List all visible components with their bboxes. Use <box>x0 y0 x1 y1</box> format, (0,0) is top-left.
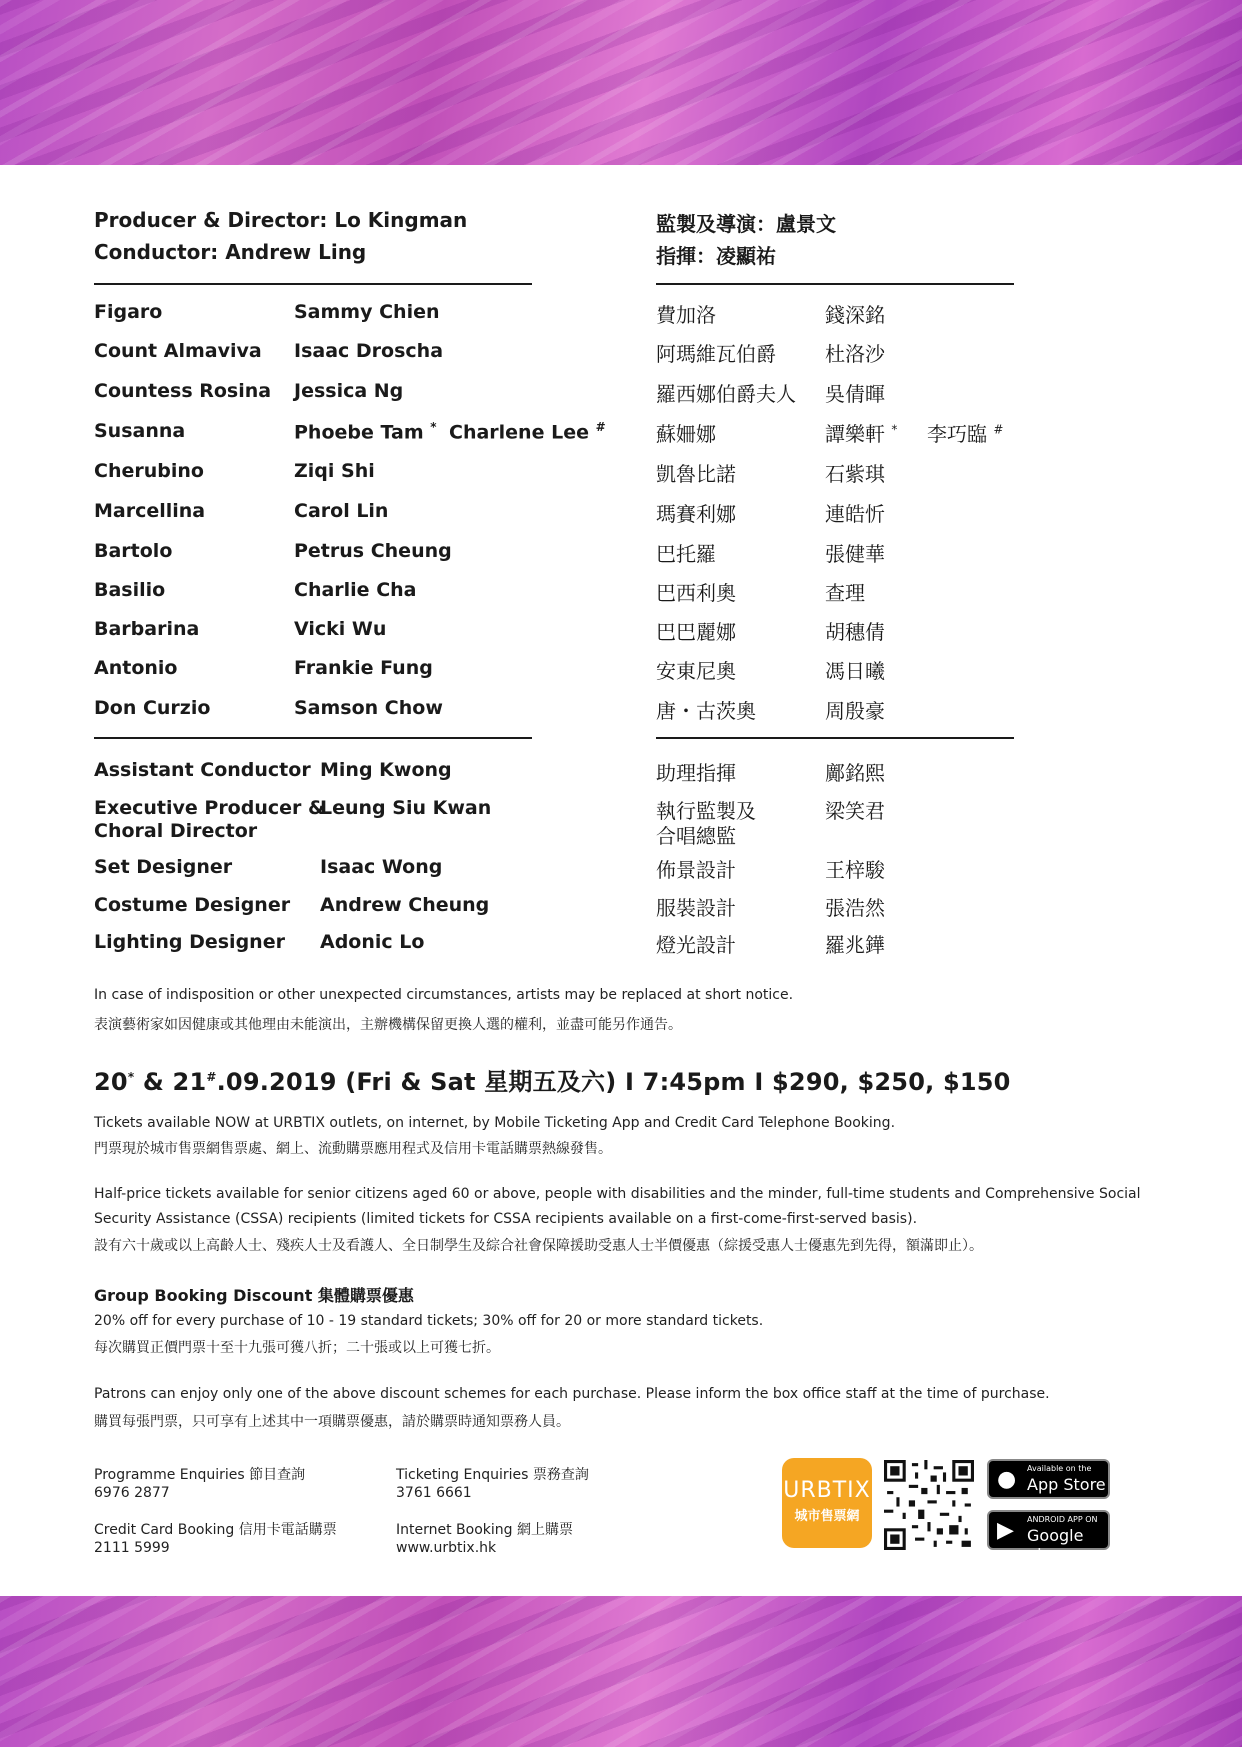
half-price-en-line2: Security Assistance (CSSA) recipients (limited tickets for CSSA recipients available on a first-come-first-served basis). <box>94 1211 918 1227</box>
crew-name: Andrew Cheung <box>320 894 490 916</box>
divider <box>656 737 1014 739</box>
artist: Sammy Chien <box>294 301 440 323</box>
artist-zh: 譚樂軒 <box>825 422 885 446</box>
apple-icon: ● <box>997 1467 1017 1492</box>
role: Count Almaviva <box>94 340 262 362</box>
artist-with-mark-zh <box>927 418 1003 447</box>
ticketing-enquiries-phone[interactable]: 3761 6661 <box>396 1485 472 1501</box>
notice-en: In case of indisposition or other unexpected circumstances, artists may be replaced at short notice. <box>94 987 794 1003</box>
hash-mark: # <box>206 1070 217 1084</box>
role: Don Curzio <box>94 697 211 719</box>
crew-role-zh-line2: 合唱總監 <box>656 824 736 848</box>
divider <box>656 283 1014 285</box>
date-a: 20 <box>94 1068 128 1096</box>
role: Basilio <box>94 579 166 601</box>
role-zh: 安東尼奧 <box>656 659 736 683</box>
urbtix-logo-text-zh: 城市售票網 <box>794 1509 860 1524</box>
app-store-text: App Store <box>1027 1475 1106 1494</box>
producer-en: Producer & Director: Lo Kingman <box>94 208 468 232</box>
artist-zh: 張健華 <box>825 542 885 566</box>
crew-name: Leung Siu Kwan <box>320 797 492 819</box>
role: Marcellina <box>94 500 206 522</box>
role: Bartolo <box>94 540 173 562</box>
tickets-zh: 門票現於城市售票網售票處、網上、流動購票應用程式及信用卡電話購票熱線發售。 <box>94 1141 612 1157</box>
google-play-icon: ▶ <box>997 1518 1014 1543</box>
artist-zh: 錢深銘 <box>825 303 885 327</box>
artist-zh: 馮日曦 <box>825 659 885 683</box>
conductor-zh: 指揮：凌顯祐 <box>656 244 776 268</box>
hash-mark: # <box>993 422 1004 437</box>
divider <box>94 737 532 739</box>
artist-zh: 周殷豪 <box>825 699 885 723</box>
patrons-en: Patrons can enjoy only one of the above discount schemes for each purchase. Please inform the box office staff at the time of purchase. <box>94 1386 1050 1402</box>
crew-name: Adonic Lo <box>320 931 425 953</box>
crew-role-zh: 執行監製及 <box>656 799 756 823</box>
internet-booking-label: Internet Booking 網上購票 <box>396 1522 573 1538</box>
separator: I <box>754 1068 764 1096</box>
crew-role-line2: Choral Director <box>94 820 258 842</box>
role: Countess Rosina <box>94 380 272 402</box>
group-booking-zh: 每次購買正價門票十至十九張可獲八折；二十張或以上可獲七折。 <box>94 1340 500 1356</box>
app-store-small-text: Available on the <box>1027 1464 1092 1473</box>
crew-name-zh: 鄺銘熙 <box>825 761 885 785</box>
star-mark: * <box>127 1070 135 1084</box>
artist-zh: 李巧臨 <box>927 422 987 446</box>
ticketing-enquiries-label: Ticketing Enquiries 票務查詢 <box>396 1467 589 1483</box>
artist: Phoebe Tam <box>294 421 424 444</box>
role-zh: 費加洛 <box>656 303 716 327</box>
artist: Ziqi Shi <box>294 460 375 482</box>
artist: Jessica Ng <box>294 380 404 402</box>
crew-name-zh: 張浩然 <box>825 896 885 920</box>
crew-role: Executive Producer & <box>94 797 325 819</box>
ticket-prices: $290, $250, $150 <box>772 1068 1011 1096</box>
conductor-en: Conductor: Andrew Ling <box>94 240 367 264</box>
role-zh: 蘇姍娜 <box>656 422 716 446</box>
separator: I <box>624 1068 635 1096</box>
group-booking-en: 20% off for every purchase of 10 - 19 standard tickets; 30% off for 20 or more standard tickets. <box>94 1313 764 1329</box>
role-zh: 凱魯比諾 <box>656 462 736 486</box>
crew-name-zh: 梁笑君 <box>825 799 885 823</box>
google-play-text: Google play <box>1027 1526 1084 1564</box>
role-zh: 瑪賽利娜 <box>656 502 736 526</box>
artist-zh: 胡穗倩 <box>825 620 885 644</box>
urbtix-logo-text: URBTIX <box>783 1478 871 1503</box>
google-play-small-text: ANDROID APP ON <box>1027 1515 1098 1524</box>
date-b: & 21 <box>142 1068 207 1096</box>
performance-info <box>94 1062 1011 1097</box>
notice-zh: 表演藝術家如因健康或其他理由未能演出，主辦機構保留更換人選的權利，並盡可能另作通告。 <box>94 1017 682 1033</box>
crew-role: Assistant Conductor <box>94 759 311 781</box>
crew-role: Costume Designer <box>94 894 291 916</box>
producer-zh: 監製及導演：盧景文 <box>656 212 836 236</box>
credit-card-booking-label: Credit Card Booking 信用卡電話購票 <box>94 1522 337 1538</box>
role-zh: 羅西娜伯爵夫人 <box>656 382 796 406</box>
crew-role-zh: 助理指揮 <box>656 761 736 785</box>
role-zh: 巴托羅 <box>656 542 716 566</box>
role: Barbarina <box>94 618 200 640</box>
top-decorative-band <box>0 0 1242 165</box>
show-time: 7:45pm <box>642 1068 746 1096</box>
crew-role-zh: 服裝設計 <box>656 896 736 920</box>
app-store-badge[interactable] <box>987 1459 1110 1499</box>
google-play-badge[interactable] <box>987 1510 1110 1564</box>
bottom-decorative-band <box>0 1596 1242 1747</box>
artist: Frankie Fung <box>294 657 433 679</box>
artist: Charlene Lee <box>449 421 589 444</box>
role: Antonio <box>94 657 178 679</box>
crew-name: Ming Kwong <box>320 759 452 781</box>
half-price-zh: 設有六十歲或以上高齡人士、殘疾人士及看護人、全日制學生及綜合社會保障援助受惠人士半價優惠（綜援受惠人士優惠先到先得，額滿即止）。 <box>94 1238 983 1254</box>
tickets-en: Tickets available NOW at URBTIX outlets, on internet, by Mobile Ticketing App and Credit Card Telephone Booking. <box>94 1115 896 1131</box>
artist-zh: 吳倩暉 <box>825 382 885 406</box>
star-mark: * <box>430 420 437 434</box>
role: Cherubino <box>94 460 204 482</box>
artist-with-mark-zh <box>825 418 897 447</box>
internet-booking-url[interactable]: www.urbtix.hk <box>396 1540 497 1556</box>
crew-role-zh: 佈景設計 <box>656 858 736 882</box>
crew-name-zh: 王梓駿 <box>825 858 885 882</box>
role-zh: 阿瑪維瓦伯爵 <box>656 342 776 366</box>
role: Figaro <box>94 301 163 323</box>
programme-enquiries-label: Programme Enquiries 節目查詢 <box>94 1467 306 1483</box>
patrons-zh: 購買每張門票，只可享有上述其中一項購票優惠，請於購票時通知票務人員。 <box>94 1414 570 1430</box>
group-booking-title: Group Booking Discount 集體購票優惠 <box>94 1286 414 1305</box>
divider <box>94 283 532 285</box>
artist: Petrus Cheung <box>294 540 452 562</box>
crew-name: Isaac Wong <box>320 856 443 878</box>
crew-role-zh: 燈光設計 <box>656 933 736 957</box>
urbtix-logo[interactable] <box>782 1458 872 1548</box>
role: Susanna <box>94 420 186 442</box>
hash-mark: # <box>595 420 606 434</box>
artist: Vicki Wu <box>294 618 387 640</box>
crew-role: Lighting Designer <box>94 931 285 953</box>
artist-with-mark <box>449 420 606 443</box>
crew-role: Set Designer <box>94 856 233 878</box>
artist: Samson Chow <box>294 697 443 719</box>
artist: Isaac Droscha <box>294 340 444 362</box>
credit-card-booking-phone[interactable]: 2111 5999 <box>94 1540 170 1556</box>
artist-with-mark <box>294 420 437 443</box>
role-zh: 唐・古茨奧 <box>656 699 756 723</box>
artist-zh: 查理 <box>825 581 865 605</box>
artist-zh: 杜洛沙 <box>825 342 885 366</box>
artist: Charlie Cha <box>294 579 417 601</box>
artist: Carol Lin <box>294 500 389 522</box>
star-mark: * <box>891 422 898 437</box>
qr-code-icon[interactable] <box>884 1460 974 1550</box>
date-rest: .09.2019 (Fri & Sat 星期五及六) <box>216 1068 617 1096</box>
programme-enquiries-phone[interactable]: 6976 2877 <box>94 1485 170 1501</box>
half-price-en-line1: Half-price tickets available for senior citizens aged 60 or above, people with disabilities and the minder, full-time students and Comprehensive Social <box>94 1186 1141 1202</box>
artist-zh: 石紫琪 <box>825 462 885 486</box>
role-zh: 巴西利奧 <box>656 581 736 605</box>
role-zh: 巴巴麗娜 <box>656 620 736 644</box>
artist-zh: 連皓忻 <box>825 502 885 526</box>
crew-name-zh: 羅兆鏵 <box>825 933 885 957</box>
